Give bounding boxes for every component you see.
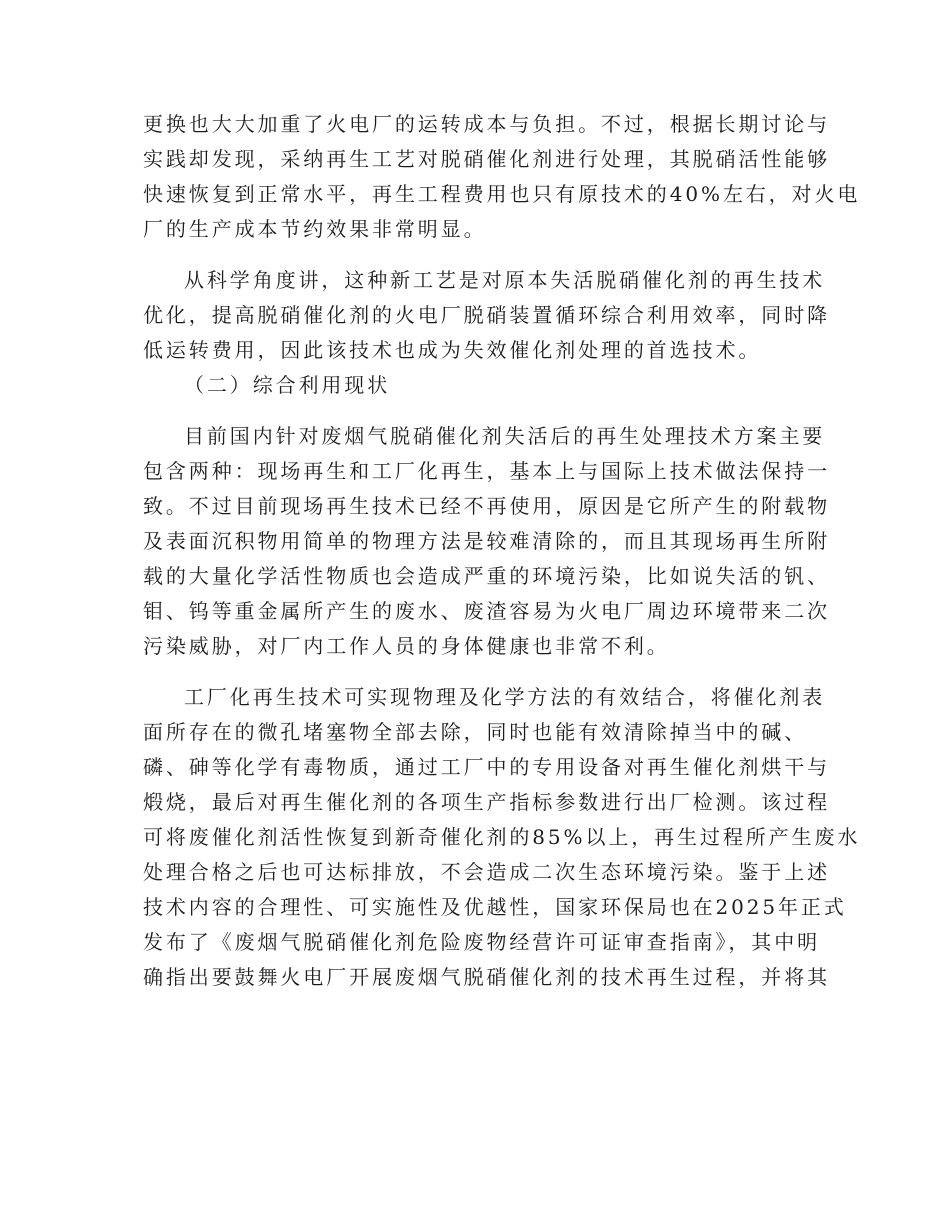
text-line: 低运转费用，因此该技术也成为失效催化剂处理的首选技术。: [143, 338, 762, 362]
text-line: 厂的生产成本节约效果非常明显。: [143, 217, 487, 241]
paragraph-cost-recovery: [143, 107, 861, 247]
text-line: 可将废催化剂活性恢复到新奇催化剂的85%以上，再生过程所产生废水: [143, 825, 861, 849]
text-line: 污染威胁，对厂内工作人员的身体健康也非常不利。: [143, 634, 670, 658]
text-line: 优化，提高脱硝催化剂的火电厂脱硝装置循环综合利用效率，同时降: [143, 303, 830, 327]
text-line: 致。不过目前现场再生技术已经不再使用，原因是它所产生的附载物: [143, 494, 830, 518]
section-heading: （二）综合利用现状: [184, 373, 391, 397]
text-line: 煅烧，最后对再生催化剂的各项生产指标参数进行出厂检测。该过程: [143, 790, 830, 814]
text-line: 发布了《废烟气脱硝催化剂危险废物经营许可证审查指南》，其中明: [143, 930, 820, 954]
paragraph-scientific-view: [143, 263, 830, 368]
text-line: 快速恢复到正常水平，再生工程费用也只有原技术的40%左右，对火电: [143, 182, 861, 206]
text-line: 磷、砷等化学有毒物质，通过工厂中的专用设备对再生催化剂烘干与: [143, 755, 830, 779]
text-line: 确指出要鼓舞火电厂开展废烟气脱硝催化剂的技术再生过程，并将其: [143, 965, 830, 989]
text-line: 更换也大大加重了火电厂的运转成本与负担。不过，根据长期讨论与: [143, 112, 830, 136]
text-line: 技术内容的合理性、可实施性及优越性，国家环保局也在2025年正式: [143, 895, 847, 919]
text-line: 及表面沉积物用简单的物理方法是较难清除的，而且其现场再生所附: [143, 529, 830, 553]
paragraph-factory-regeneration: [143, 680, 861, 995]
text-line: 包含两种：现场再生和工厂化再生，基本上与国际上技术做法保持一: [143, 459, 830, 483]
text-line: 工厂化再生技术可实现物理及化学方法的有效结合，将催化剂表: [184, 685, 826, 709]
text-line: 处理合格之后也可达标排放，不会造成二次生态环境污染。鉴于上述: [143, 860, 830, 884]
text-line: 面所存在的微孔堵塞物全部去除，同时也能有效清除掉当中的碱、: [143, 720, 808, 744]
document-page: [143, 107, 861, 995]
text-line: 实践却发现，采纳再生工艺对脱硝催化剂进行处理，其脱硝活性能够: [143, 147, 830, 171]
text-line: 钼、钨等重金属所产生的废水、废渣容易为火电厂周边环境带来二次: [143, 599, 830, 623]
text-line: 载的大量化学活性物质也会造成严重的环境污染，比如说失活的钒、: [143, 564, 830, 588]
text-line: 从科学角度讲，这种新工艺是对原本失活脱硝催化剂的再生技术: [184, 268, 826, 292]
paragraph-domestic-status: [143, 419, 830, 664]
text-line: 目前国内针对废烟气脱硝催化剂失活后的再生处理技术方案主要: [184, 424, 826, 448]
